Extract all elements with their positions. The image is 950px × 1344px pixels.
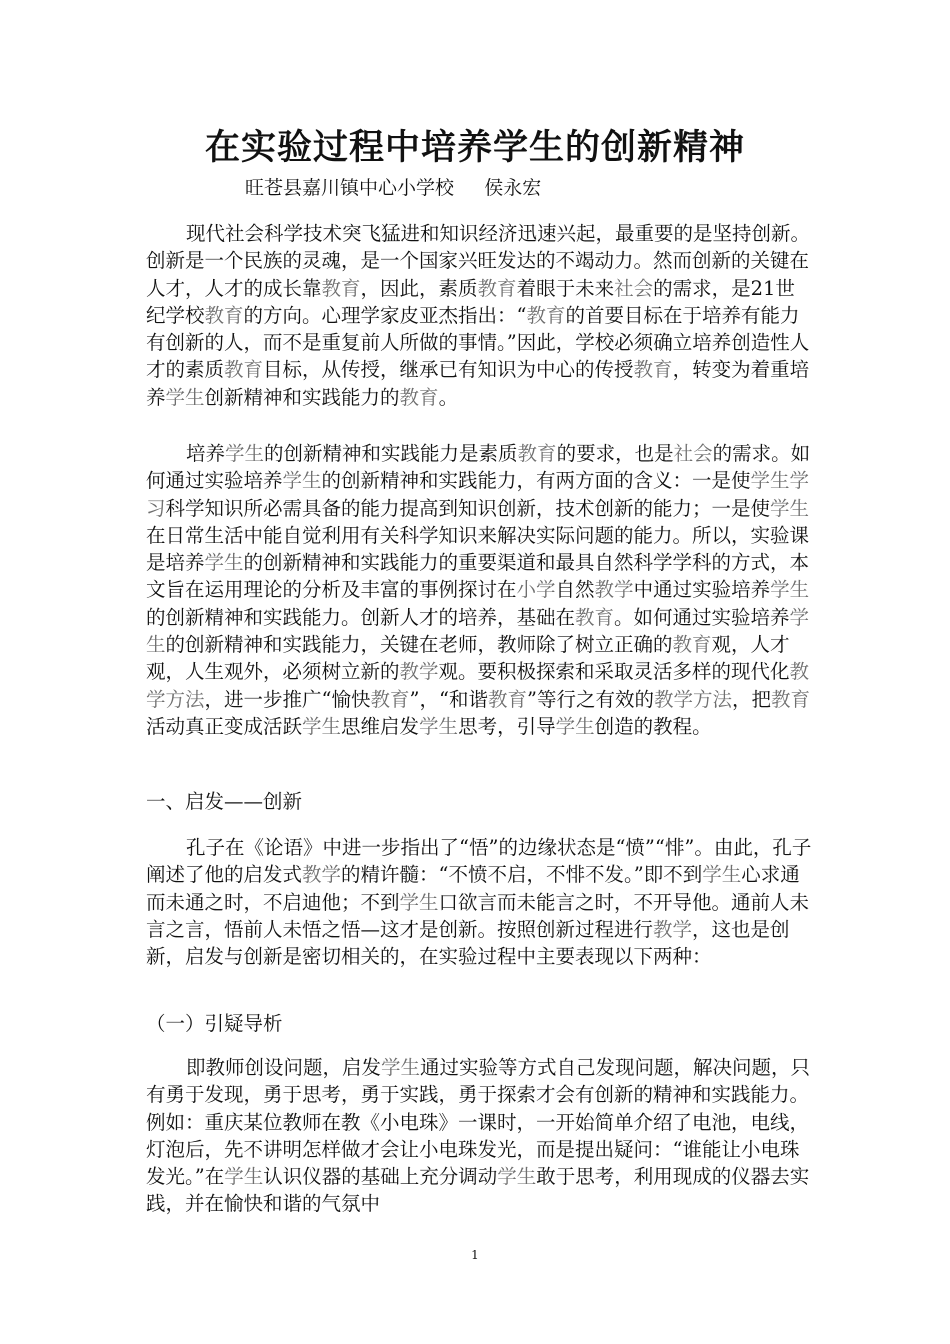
keyword-link[interactable]: 学生: [770, 578, 810, 602]
text-run: 现代社会科学技术突飞猛进和知识经济迅速兴起，最重要的是坚持创新。创新是一个民族的灵魂，是一个国家兴旺发达的不竭动力。然而创新的关键在人才，人才的成长靠: [146, 222, 811, 300]
text-run: 的创新精神和实践能力，关键在老师，教师除了树立正确的: [165, 633, 673, 657]
text-run: 孔子在《论语》中进一步指出了“悟”的边缘状态是“愤”“悱”。由此，孔子阐述了他的启发式: [146, 836, 812, 887]
keyword-link[interactable]: 学生: [555, 714, 595, 738]
keyword-link[interactable]: 学生: [204, 551, 244, 575]
keyword-link[interactable]: 教育: [487, 687, 527, 711]
keyword-link[interactable]: 学生: [702, 863, 742, 887]
page-number: 1: [471, 1248, 479, 1262]
keyword-link[interactable]: 教育: [477, 276, 517, 300]
text-run: 创新精神和实践能力的: [204, 385, 400, 409]
text-run: 认识仪器的基础上充分调动: [263, 1165, 498, 1189]
text-run: 口欲言而未能言之时，不开导他。通前人未言之言，悟前人未悟之悟—这才是创新。按照创新过程进行: [146, 890, 810, 941]
text-run: 的需求。如何通过实验培养: [146, 442, 811, 493]
text-run: 的首要目标在于培养有能力有创新的人，而不是重复前人所做的事情。”因此，学校必须确立培养创造性人才的素质: [146, 303, 810, 382]
text-run: ，把: [731, 687, 771, 711]
text-run: ，因此，素质: [360, 276, 478, 300]
keyword-link[interactable]: 教育: [517, 442, 557, 465]
text-run: 的要求，也是: [556, 442, 674, 465]
paragraph-1: [146, 220, 814, 411]
keyword-link[interactable]: 教育: [321, 276, 361, 300]
text-run: 的需求，是21世纪学校: [146, 276, 795, 327]
keyword-link[interactable]: 教育: [224, 358, 264, 382]
paragraph-2: [146, 440, 814, 740]
document-title: 在实验过程中培养学生的创新精神: [204, 127, 745, 168]
text-run: 敢于思考，利用现成的仪器去实践，并在愉快和谐的气氛中: [146, 1165, 810, 1216]
keyword-link[interactable]: 教学: [399, 660, 439, 684]
keyword-link[interactable]: 教学方法: [146, 660, 810, 711]
text-run: 观。要积极探索和采取灵活多样的现代化: [438, 660, 790, 684]
text-run: 的创新精神和实践能力。创新人才的培养，基础在: [146, 605, 576, 629]
keyword-link[interactable]: 学生: [302, 714, 342, 738]
keyword-link[interactable]: 学生: [381, 1056, 421, 1079]
text-run: 通过实验等方式自己发现问题，解决问题，只有勇于发现，勇于思考，勇于实践，勇于探索才会有创新的精神和实践能力。例如：重庆某位教师在教《小电珠》一课时，一开始简单介绍了电池，电线，灯泡后，先不讲明怎样做才会让小电珠发光，而是提出疑问：“谁能让小电珠发光。”在: [146, 1056, 811, 1189]
keyword-link[interactable]: 教学方法: [653, 687, 732, 711]
text-run: 思考，引导: [458, 714, 556, 738]
text-run: 培养: [186, 442, 226, 465]
text-run: ，这也是创新，启发与创新是密切相关的，在实验过程中主要表现以下两种：: [146, 917, 790, 969]
keyword-link[interactable]: 学生: [282, 469, 322, 493]
keyword-link[interactable]: 教学: [653, 917, 693, 941]
keyword-link[interactable]: 教学: [302, 863, 342, 887]
paragraph-3: [146, 834, 814, 970]
paragraph-4: [146, 1054, 814, 1218]
keyword-link[interactable]: 社会: [673, 442, 713, 465]
text-run: 。: [438, 385, 459, 409]
text-run: 活动真正变成活跃: [146, 714, 303, 738]
text-run: ，进一步推广“愉快: [204, 687, 371, 711]
text-run: 自然: [555, 578, 595, 602]
text-run: 的创新精神和实践能力是素质: [264, 442, 518, 465]
keyword-link[interactable]: 学生: [770, 496, 810, 520]
text-run: ”，“和谐: [409, 687, 488, 711]
text-run: 创造的教程。: [594, 714, 712, 738]
keyword-link[interactable]: 教育: [204, 303, 244, 327]
keyword-link[interactable]: 学生: [225, 442, 265, 465]
text-run: 观，人才观，人生观外，必须树立新的: [146, 633, 790, 684]
text-run: 的创新精神和实践能力的重要渠道和最具自然科学学科的方式，本文旨在运用理论的分析及丰富的事例探讨在: [146, 551, 810, 602]
text-run: ，转变为着重培养: [146, 358, 810, 409]
keyword-link[interactable]: 教育: [771, 687, 811, 711]
keyword-link[interactable]: 教育: [399, 385, 439, 409]
text-run: 思维启发: [341, 714, 420, 738]
keyword-link[interactable]: 社会: [614, 276, 654, 300]
text-run: 的精许髓：“不愤不启，不悱不发。”即不到: [341, 863, 703, 887]
text-run: 即教师创设问题，启发: [186, 1056, 382, 1079]
section-heading-1: 一、启发——创新: [146, 790, 303, 813]
text-run: 的创新精神和实践能力，有两方面的含义：一是使: [321, 469, 751, 493]
keyword-link[interactable]: 小学: [516, 578, 556, 602]
text-run: 中通过实验培养: [633, 578, 771, 602]
keyword-link[interactable]: 学生: [224, 1165, 264, 1189]
keyword-link[interactable]: 学生: [419, 714, 459, 738]
keyword-link[interactable]: 教育: [575, 605, 615, 629]
keyword-link[interactable]: 学生学习: [146, 469, 810, 520]
subsection-heading-1: （一）引疑导析: [146, 1012, 283, 1035]
keyword-link[interactable]: 教育: [370, 687, 410, 711]
text-run: 心求通而未通之时，不启迪他；不到: [146, 863, 800, 914]
text-run: 的方向。心理学家皮亚杰指出：“: [243, 303, 527, 327]
text-run: 目标，从传授，继承已有知识为中心的传授: [263, 358, 634, 382]
keyword-link[interactable]: 学生: [399, 890, 439, 914]
keyword-link[interactable]: 教育: [672, 633, 712, 657]
keyword-link[interactable]: 学生: [146, 605, 810, 657]
keyword-link[interactable]: 学生: [165, 385, 205, 409]
text-run: 着眼于未来: [516, 276, 615, 300]
keyword-link[interactable]: 教学: [594, 578, 634, 602]
text-run: 。如何通过实验培养: [614, 605, 790, 629]
text-run: 在日常生活中能自觉利用有关科学知识来解决实际问题的能力。所以，实验课是培养: [146, 523, 810, 575]
keyword-link[interactable]: 教育: [526, 303, 566, 327]
text-run: 科学知识所必需具备的能力提高到知识创新，技术创新的能力；一是使: [165, 496, 771, 520]
keyword-link[interactable]: 学生: [497, 1165, 537, 1189]
text-run: ”等行之有效的: [526, 687, 654, 711]
keyword-link[interactable]: 教育: [633, 358, 673, 382]
author-byline: 旺苍县嘉川镇中心小学校 侯永宏: [245, 177, 542, 199]
